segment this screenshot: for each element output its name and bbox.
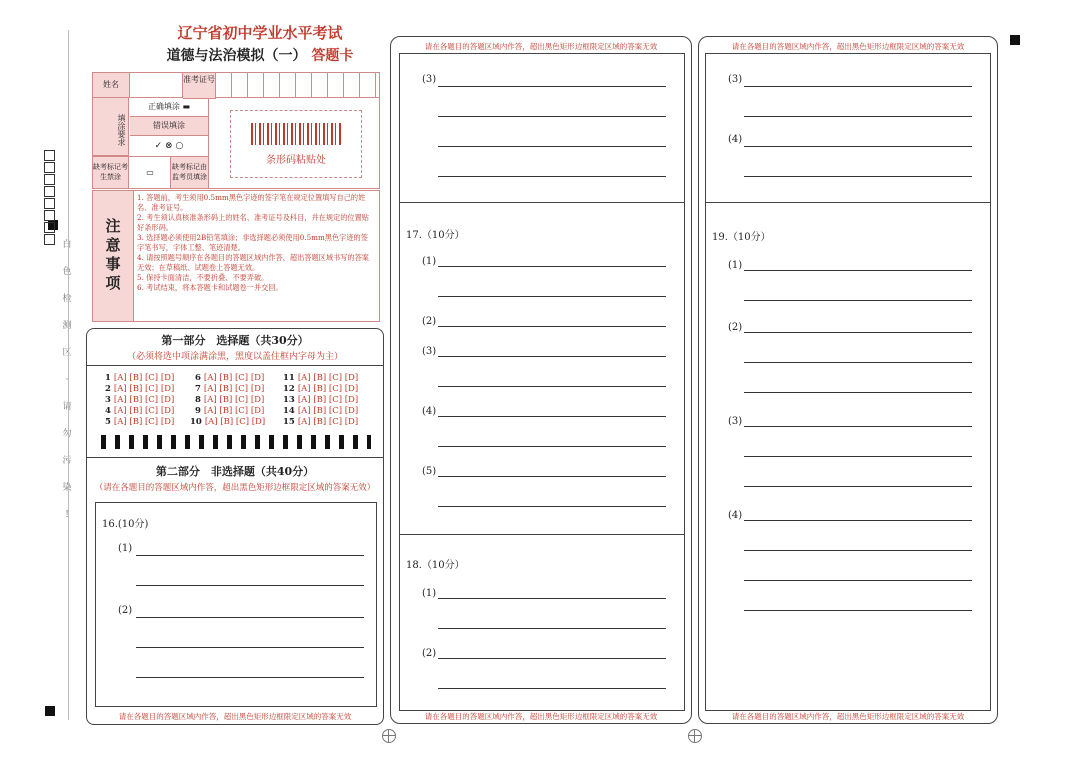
answer-line[interactable]	[438, 116, 666, 117]
question-16-part-2: (2)	[118, 605, 133, 616]
question-17-part-2: (2)	[422, 316, 437, 327]
answer-line[interactable]	[744, 300, 972, 301]
exam-title: 辽宁省初中学业水平考试	[177, 24, 343, 42]
answer-line[interactable]	[744, 486, 972, 487]
mcq-row[interactable]: 8 [A] [B] [C] [D]	[195, 395, 265, 405]
mcq-row[interactable]: 15 [A] [B] [C] [D]	[283, 417, 359, 427]
answer-line[interactable]	[438, 356, 666, 357]
answer-line[interactable]	[136, 585, 364, 586]
answer-line[interactable]	[744, 146, 972, 147]
answer-section-column-2	[390, 36, 692, 724]
question-19-part-1: (1)	[728, 260, 743, 271]
question-18-part-2: (2)	[422, 648, 437, 659]
exam-no-boxes[interactable]	[216, 73, 379, 98]
registration-mark-top-right	[1010, 35, 1020, 45]
question-18-title: 18.（10分）	[406, 560, 465, 571]
answer-line[interactable]	[438, 476, 666, 477]
answer-line[interactable]	[438, 628, 666, 629]
absent-mark-note: 缺考标记由监考员填涂	[171, 157, 208, 188]
answer-line[interactable]	[744, 580, 972, 581]
registration-mark-bottom-left	[45, 706, 55, 716]
mcq-row[interactable]: 9 [A] [B] [C] [D]	[195, 406, 265, 416]
answer-line[interactable]	[438, 688, 666, 689]
crosshair-icon	[688, 729, 702, 743]
name-label: 姓名	[93, 73, 130, 98]
question-19-part-3: (3)	[728, 416, 743, 427]
exam-subtitle: 道德与法治模拟（一） 答题卡	[166, 48, 354, 64]
note-item: 2. 考生须认真核准条形码上的姓名、准考证号及科目，并在规定的位置贴好条形码。	[137, 213, 369, 232]
mcq-row[interactable]: 6 [A] [B] [C] [D]	[195, 373, 265, 383]
answer-line[interactable]	[136, 617, 364, 618]
question-17-part-3: (3)	[422, 346, 437, 357]
answer-line[interactable]	[438, 146, 666, 147]
mcq-row[interactable]: 5 [A] [B] [C] [D]	[105, 417, 175, 427]
answer-line[interactable]	[744, 392, 972, 393]
mcq-row[interactable]: 1 [A] [B] [C] [D]	[105, 373, 175, 383]
answer-line[interactable]	[438, 86, 666, 87]
answer-line[interactable]	[744, 86, 972, 87]
question-17-part-5: (5)	[422, 466, 437, 477]
mcq-row[interactable]: 2 [A] [B] [C] [D]	[105, 384, 175, 394]
question-18-part-1: (1)	[422, 588, 437, 599]
answer-line[interactable]	[438, 446, 666, 447]
answer-section-column-3	[698, 36, 998, 724]
answer-line[interactable]	[438, 386, 666, 387]
mcq-row[interactable]: 4 [A] [B] [C] [D]	[105, 406, 175, 416]
answer-line[interactable]	[136, 677, 364, 678]
barcode-label: 条形码粘贴处	[266, 155, 326, 166]
notes-heading: 注意事项	[93, 191, 134, 321]
column-3-footer: 请在各题目的答题区域内作答，超出黑色矩形边框限定区域的答案无效	[731, 712, 965, 721]
answer-line[interactable]	[438, 658, 666, 659]
column-2-header: 请在各题目的答题区域内作答，超出黑色矩形边框限定区域的答案无效	[424, 42, 658, 51]
answer-line[interactable]	[438, 266, 666, 267]
part1-title: 第一部分 选择题（共30分）	[161, 334, 309, 347]
absent-mark-box[interactable]: ▭	[130, 157, 171, 188]
answer-line[interactable]	[438, 176, 666, 177]
crosshair-icon	[382, 729, 396, 743]
question-19-part-4: (4)	[728, 510, 743, 521]
answer-line[interactable]	[438, 326, 666, 327]
notes-list	[137, 193, 375, 293]
part2-title: 第二部分 非选择题（共40分）	[155, 465, 315, 478]
question-16-part-1: (1)	[118, 543, 133, 554]
mcq-row[interactable]: 11 [A] [B] [C] [D]	[283, 373, 359, 383]
answer-line[interactable]	[438, 296, 666, 297]
note-item: 4. 请按照题号顺序在各题目的答题区域内作答，超出答题区域书写的答案无效；在草稿纸、试题卷上答题无效。	[137, 253, 369, 272]
timing-marks	[101, 435, 371, 449]
answer-line[interactable]	[744, 520, 972, 521]
mcq-row[interactable]: 3 [A] [B] [C] [D]	[105, 395, 175, 405]
name-field[interactable]	[130, 73, 183, 98]
note-item: 3. 选择题必须使用2B铅笔填涂；非选择题必须使用0.5mm黑色字迹的签字笔书写，字体工整、笔迹清楚。	[137, 233, 368, 252]
wrong-fill-label: 错误填涂	[130, 117, 208, 136]
question-18-part-4: (4)	[728, 134, 743, 145]
answer-line[interactable]	[744, 270, 972, 271]
mcq-row[interactable]: 13 [A] [B] [C] [D]	[283, 395, 359, 405]
answer-line[interactable]	[744, 332, 972, 333]
mcq-row[interactable]: 12 [A] [B] [C] [D]	[283, 384, 359, 394]
barcode-area	[230, 110, 362, 178]
wrong-fill-examples: ✓ ⊗ ○	[154, 141, 184, 151]
exam-no-label: 准考证号	[183, 73, 216, 99]
binding-line	[68, 30, 69, 720]
barcode-icon	[251, 123, 341, 145]
answer-section-column-1	[86, 328, 384, 725]
binding-area-text: 白 色 检 测 区 · 请 勿 污 染 !	[62, 240, 72, 520]
mcq-row[interactable]: 14 [A] [B] [C] [D]	[283, 406, 359, 416]
notes-box	[92, 190, 380, 322]
column-2-answer-box	[399, 53, 685, 711]
note-item: 5. 保持卡面清洁，不要折叠、不要弄破。	[137, 273, 269, 282]
column-1-footer: 请在各题目的答题区域内作答，超出黑色矩形边框限定区域的答案无效	[118, 712, 352, 721]
question-17-title: 17.（10分）	[406, 230, 465, 241]
answer-line[interactable]	[744, 116, 972, 117]
part2-subtitle: （请在各题目的答题区域内作答，超出黑色矩形边框限定区域的答案无效）	[94, 483, 376, 493]
answer-line[interactable]	[438, 598, 666, 599]
note-item: 6. 考试结束，将本答题卡和试题卷一并交回。	[137, 283, 283, 292]
answer-line[interactable]	[438, 416, 666, 417]
answer-line[interactable]	[744, 550, 972, 551]
column-2-footer: 请在各题目的答题区域内作答，超出黑色矩形边框限定区域的答案无效	[424, 712, 658, 721]
answer-line[interactable]	[744, 456, 972, 457]
answer-line[interactable]	[136, 647, 364, 648]
correct-fill-label: 正确填涂 ▬	[130, 98, 208, 117]
question-18-part-3: (3)	[728, 74, 743, 85]
binding-checkboxes	[44, 150, 58, 246]
answer-line[interactable]	[744, 362, 972, 363]
note-item: 1. 答题前，考生须用0.5mm黑色字迹的签字笔在规定位置填写自己的姓名、准考证号。	[137, 193, 366, 212]
answer-line[interactable]	[744, 610, 972, 611]
absent-mark-label: 缺考标记考生禁涂	[93, 157, 129, 188]
column-3-header: 请在各题目的答题区域内作答，超出黑色矩形边框限定区域的答案无效	[731, 42, 965, 51]
question-16-part-3: (3)	[422, 74, 437, 85]
answer-line[interactable]	[136, 555, 364, 556]
mcq-row[interactable]: 10 [A] [B] [C] [D]	[190, 417, 266, 427]
answer-line[interactable]	[744, 426, 972, 427]
question-19-part-2: (2)	[728, 322, 743, 333]
question-19-title: 19.（10分）	[712, 232, 771, 243]
question-16-title: 16.(10分)	[102, 519, 149, 530]
column-3-answer-box	[705, 53, 991, 711]
question-17-part-1: (1)	[422, 256, 437, 267]
answer-line[interactable]	[744, 176, 972, 177]
question-17-part-4: (4)	[422, 406, 437, 417]
part1-subtitle: （必须将选中项涂满涂黑，黑度以盖住框内字母为主）	[126, 352, 343, 362]
fill-requirement-label: 填涂要求	[93, 98, 129, 156]
question-16-box[interactable]	[95, 502, 377, 707]
answer-line[interactable]	[438, 506, 666, 507]
mcq-row[interactable]: 7 [A] [B] [C] [D]	[195, 384, 265, 394]
